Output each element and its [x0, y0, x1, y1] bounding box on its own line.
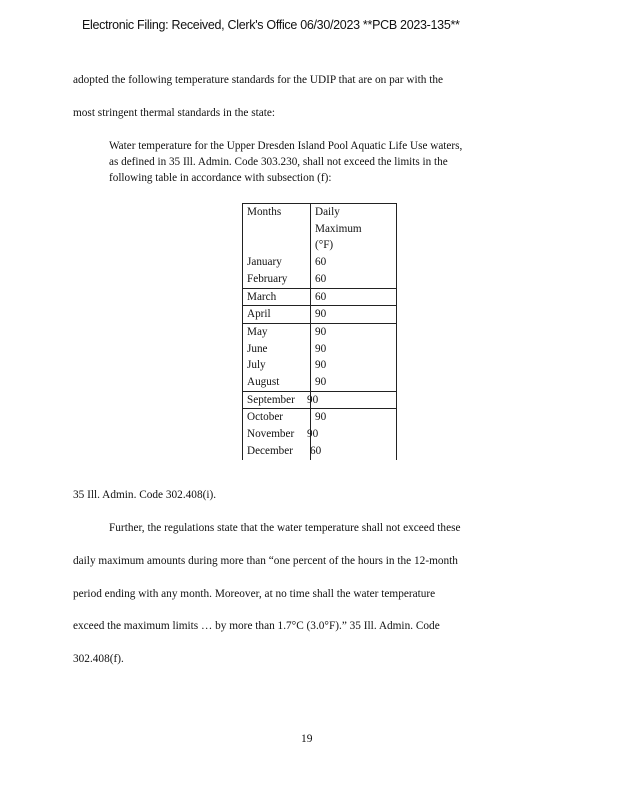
month-cell: March — [243, 288, 311, 306]
table-row — [243, 323, 397, 340]
table-row — [243, 271, 397, 288]
page-number: 19 — [301, 733, 313, 745]
max-cell: 90 — [311, 341, 397, 358]
filing-header: Electronic Filing: Received, Clerk's Office 06/30/2023 **PCB 2023-135** — [82, 18, 460, 32]
max-cell: 90 — [311, 323, 397, 340]
paragraph-line-2: daily maximum amounts during more than “one percent of the hours in the 12-month — [73, 555, 458, 567]
max-cell: 60 — [311, 254, 397, 271]
max-cell — [307, 426, 397, 443]
month-cell: October — [243, 409, 311, 426]
intro-line-2: most stringent thermal standards in the state: — [73, 107, 276, 119]
month-cell: September — [243, 391, 311, 409]
intro-line-1: adopted the following temperature standards for the UDIP that are on par with the — [73, 74, 444, 86]
max-cell: 60 — [311, 288, 397, 306]
month-cell: June — [243, 341, 311, 358]
month-cell: August — [243, 374, 311, 391]
max-cell: 90 — [311, 374, 397, 391]
month-cell: November — [243, 426, 311, 443]
month-cell: July — [243, 357, 311, 374]
table-row — [243, 357, 397, 374]
max-cell — [307, 391, 397, 409]
table-row — [243, 374, 397, 391]
daily-max-header-line: Daily — [315, 206, 340, 218]
table-row — [243, 288, 397, 306]
max-value: 90 — [307, 428, 319, 441]
max-cell: 90 — [311, 409, 397, 426]
table-row — [243, 254, 397, 271]
table-row — [243, 443, 397, 460]
table-header-row — [243, 204, 397, 255]
max-cell: 90 — [311, 306, 397, 324]
table-row — [243, 306, 397, 324]
month-cell: January — [243, 254, 311, 271]
month-cell: December — [243, 443, 311, 460]
paragraph-line-5: 302.408(f). — [73, 653, 124, 665]
daily-max-header — [311, 204, 397, 255]
months-header: Months — [243, 204, 311, 255]
month-cell: May — [243, 323, 311, 340]
table-row — [243, 341, 397, 358]
max-cell: 90 — [311, 357, 397, 374]
max-cell: 60 — [311, 271, 397, 288]
paragraph-line-1: Further, the regulations state that the water temperature shall not exceed these — [109, 522, 461, 534]
max-value: 60 — [310, 444, 322, 457]
max-value: 90 — [307, 393, 319, 406]
table-row — [243, 426, 397, 443]
month-cell: February — [243, 271, 311, 288]
block-quote-line-1: Water temperature for the Upper Dresden Island Pool Aquatic Life Use waters, — [109, 140, 463, 152]
daily-max-header-line: (°F) — [315, 239, 334, 252]
block-quote-line-3: following table in accordance with subsection (f): — [109, 172, 332, 184]
table-row — [243, 391, 397, 409]
month-cell: April — [243, 306, 311, 324]
paragraph-line-4: exceed the maximum limits … by more than 1.7°C (3.0°F).” 35 Ill. Admin. Code — [73, 620, 440, 632]
temperature-limits-table — [242, 203, 397, 460]
citation: 35 Ill. Admin. Code 302.408(i). — [73, 489, 217, 501]
max-cell — [311, 443, 397, 460]
paragraph-line-3: period ending with any month. Moreover, at no time shall the water temperature — [73, 588, 436, 600]
block-quote-line-2: as defined in 35 Ill. Admin. Code 303.230, shall not exceed the limits in the — [109, 156, 448, 168]
table-row — [243, 409, 397, 426]
daily-max-header-line: Maximum — [315, 222, 362, 235]
